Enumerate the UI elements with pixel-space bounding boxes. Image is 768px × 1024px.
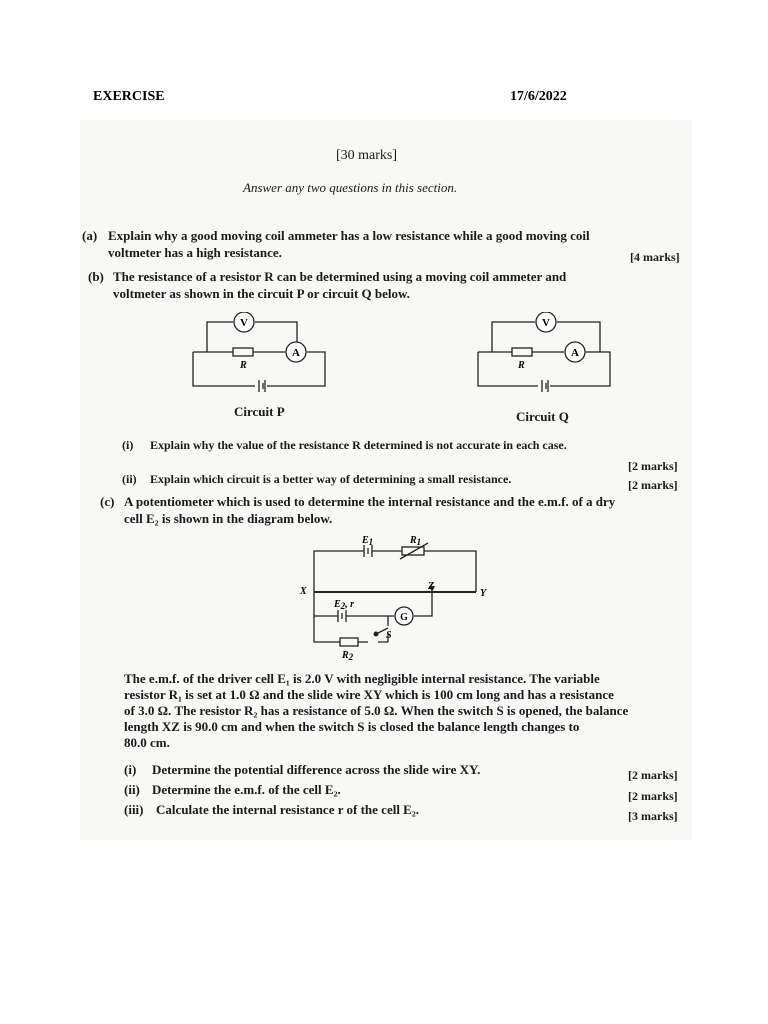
circuit-q-resistor-label: R [518,360,525,371]
r2-label: R2 [342,650,354,662]
circuit-q-ammeter-label: A [571,347,579,359]
qc-line2: cell E₂ is shown in the diagram below. [124,511,333,526]
qb-i-label: (i) [122,438,134,452]
qc-iii-label: (iii) [124,802,144,817]
qa-line2: voltmeter has a high resistance. [108,245,282,260]
qb-label: (b) [88,269,104,284]
y-label: Y [480,588,487,599]
qa-label: (a) [82,228,98,243]
e2-label: E2, r [334,599,355,611]
section-instruction: Answer any two questions in this section. [243,180,458,195]
switch-label: S [386,630,392,641]
qc-para-line5: 80.0 cm. [124,735,170,750]
qb-line2: voltmeter as shown in the circuit P or circuit Q below. [113,286,410,301]
qb-ii-marks: [2 marks] [628,478,678,492]
qc-ii-text: Determine the e.m.f. of the cell E₂. [152,782,341,797]
circuit-p-voltmeter-label: V [240,317,248,329]
z-label: Z [428,581,435,592]
qb-i-text: Explain why the value of the resistance R determined is not accurate in each case. [150,438,567,452]
qb-line1: The resistance of a resistor R can be determined using a moving coil ammeter and [113,269,567,284]
circuit-q-voltmeter-label: V [542,317,550,329]
qa-marks: [4 marks] [630,250,680,264]
r1-label: R1 [410,535,422,547]
qc-ii-label: (ii) [124,782,140,797]
qc-line1: A potentiometer which is used to determine the internal resistance and the e.m.f. of a dry [124,494,616,509]
x-label: X [300,586,307,597]
circuit-p-diagram [185,312,335,397]
qc-i-label: (i) [124,762,137,777]
qc-para-line1: The e.m.f. of the driver cell E₁ is 2.0 V with negligible internal resistance. The variable [124,671,600,686]
circuit-p-resistor-label: R [240,360,247,371]
qc-para-line4: length XZ is 90.0 cm and when the switch S is closed the balance length changes to [124,719,580,734]
qc-ii-marks: [2 marks] [628,789,678,803]
qc-para-line3: of 3.0 Ω. The resistor R₂ has a resistance of 5.0 Ω. When the switch S is opened, the balance [124,703,629,718]
circuit-q-diagram [470,312,620,397]
circuit-p-caption: Circuit P [234,404,285,419]
qa-line1: Explain why a good moving coil ammeter has a low resistance while a good moving coil [108,228,590,243]
circuit-p-ammeter-label: A [292,347,300,359]
circuit-q-caption: Circuit Q [516,409,569,424]
galvanometer-label: G [400,612,408,623]
header-date: 17/6/2022 [510,89,567,104]
potentiometer-diagram [298,534,498,662]
e1-label: E1 [362,535,374,547]
qc-i-text: Determine the potential difference across the slide wire XY. [152,762,481,777]
qc-iii-marks: [3 marks] [628,809,678,823]
qc-label: (c) [100,494,115,509]
header-title: EXERCISE [93,89,165,104]
qc-i-marks: [2 marks] [628,768,678,782]
qb-ii-label: (ii) [122,472,137,486]
qc-iii-text: Calculate the internal resistance r of the cell E₂. [156,802,420,817]
qb-ii-text: Explain which circuit is a better way of determining a small resistance. [150,472,512,486]
qb-i-marks: [2 marks] [628,459,678,473]
section-marks: [30 marks] [336,148,398,163]
qc-para-line2: resistor R₁ is set at 1.0 Ω and the slide wire XY which is 100 cm long and has a resistance [124,687,614,702]
